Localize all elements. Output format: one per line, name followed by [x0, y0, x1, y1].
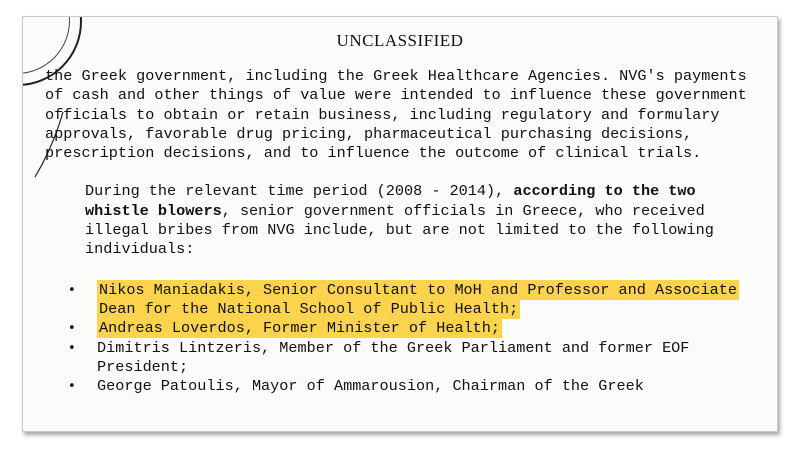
list-item-text: Dimitris Lintzeris, Member of the Greek Parliament and former EOF President; [97, 338, 690, 376]
document-page [22, 16, 778, 432]
paragraph-2-text-end: , senior government officials in Greece, who received illegal bribes from NVG include, but are not limited to the following individuals: [85, 201, 723, 259]
bullet-icon: • [68, 340, 76, 356]
paragraph-2-bold: according to the two whistle blowers [85, 182, 705, 220]
paragraph-1: the Greek government, including the Greek Healthcare Agencies. NVG's payments of cash and other things of value were intended to influence these government officials to obtain or retain business, including regulatory and formulary approvals, favorable drug pricing, pharmaceutical purchasing decisions, prescription decisions, and to influence the outcome of clinical trials. [45, 67, 756, 163]
highlighted-text: Andreas Loverdos, Former Minister of Health; [99, 319, 501, 338]
classification-header: UNCLASSIFIED [336, 31, 464, 50]
list-item-text: George Patoulis, Mayor of Ammarousion, Chairman of the Greek [97, 377, 644, 396]
list-item [45, 281, 765, 320]
document-body [45, 67, 765, 396]
official-list [45, 281, 765, 397]
list-item [45, 339, 765, 378]
bullet-icon: • [68, 321, 76, 337]
bullet-icon: • [68, 282, 76, 298]
list-item [45, 377, 765, 396]
highlighted-text: Nikos Maniadakis, Senior Consultant to MoH and Professor and Associate Dean for the National School of Public Health; [99, 280, 737, 318]
paragraph-2-text-start: During the relevant time period (2008 - 2014), [85, 182, 514, 201]
list-item [45, 319, 765, 338]
bullet-icon: • [68, 379, 76, 395]
paragraph-2 [45, 182, 765, 259]
